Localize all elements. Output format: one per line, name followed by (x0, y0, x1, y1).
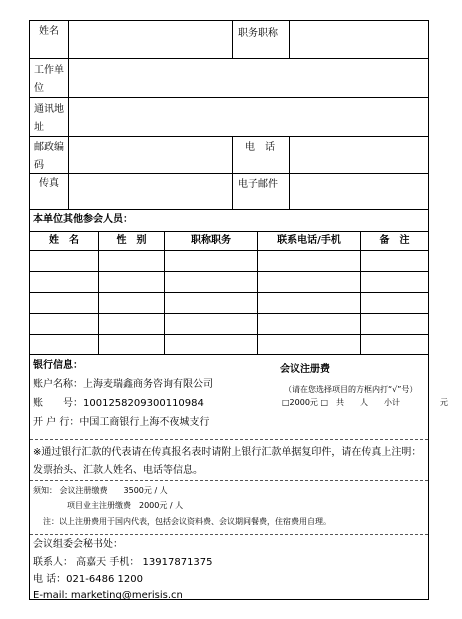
grid-line (30, 173, 428, 174)
fax-field[interactable] (70, 175, 230, 207)
contact-person: 联系人： 高嘉天 手机： 13917871375 (33, 557, 213, 568)
address-label: 通讯地址 (34, 104, 64, 133)
attendee-row[interactable] (30, 335, 428, 354)
name-label: 姓名 (39, 26, 59, 37)
title-field[interactable] (291, 23, 426, 56)
grid-line (30, 354, 428, 355)
remittance-note: ※通过银行汇款的代表请在传真报名表时请附上银行汇款单据复印件，请在传真上注明：发票抬头、汇款人姓名、电话等信息。 (33, 447, 422, 476)
bank-branch: 开 户 行：中国工商银行上海不夜城支行 (33, 417, 210, 428)
fee-heading: 会议注册费 (280, 364, 330, 375)
grid-line (30, 209, 428, 210)
column-header-phone: 联系电话/手机 (277, 235, 341, 246)
column-header-gender: 性 别 (116, 235, 147, 246)
fee-line-owner: 项目业主注册缴费 2000元 / 人 (67, 501, 184, 510)
grid-line (232, 21, 233, 58)
address-field[interactable] (70, 99, 426, 134)
contact-heading: 会议组委会秘书处： (33, 539, 123, 550)
fee-instruction: （请在您选择项目的方框内打“√”号） (284, 385, 418, 394)
company-field[interactable] (70, 60, 426, 95)
attendee-row[interactable] (30, 251, 428, 271)
company-label: 工作单位 (34, 65, 64, 94)
grid-line (30, 136, 428, 137)
column-header-name: 姓 名 (49, 235, 79, 246)
grid-line (30, 58, 428, 59)
fee-line-standard: 须知： 会议注册缴费 3500元 / 人 (33, 486, 168, 495)
fax-label: 传真 (39, 178, 59, 189)
contact-email[interactable]: E-mail: marketing@merisis.cn (33, 590, 183, 601)
fee-note: 注：以上注册费用于国内代表，包括会议资料费、会议期间餐费，住宿费用自理。 (43, 517, 331, 526)
postcode-label: 邮政编码 (34, 142, 64, 171)
phone-field[interactable] (291, 138, 426, 171)
dashed-divider (30, 480, 428, 481)
grid-line (30, 97, 428, 98)
dashed-divider (30, 439, 428, 440)
phone-label: 电 话 (245, 142, 275, 153)
attendee-row[interactable] (30, 293, 428, 313)
email-field[interactable] (291, 175, 426, 207)
registration-form (29, 20, 449, 601)
fee-option[interactable]: □2000元 □ 共 人 小计 元 (282, 398, 449, 407)
dashed-divider (30, 534, 428, 535)
column-header-title: 职称职务 (191, 235, 231, 246)
account-number: 账 号：1001258209300110984 (33, 398, 204, 409)
contact-phone: 电 话：021-6486 1200 (33, 574, 143, 585)
name-field[interactable] (70, 23, 230, 56)
others-header: 本单位其他参会人员： (33, 214, 133, 225)
grid-line (289, 21, 290, 58)
column-header-remarks: 备 注 (379, 235, 410, 246)
grid-line (68, 21, 69, 209)
postcode-field[interactable] (70, 138, 230, 171)
account-name: 账户名称：上海麦瑞鑫商务咨询有限公司 (33, 379, 213, 390)
attendee-row[interactable] (30, 314, 428, 334)
email-label: 电子邮件 (238, 179, 278, 190)
bank-heading: 银行信息： (33, 360, 83, 371)
title-label: 职务职称 (238, 28, 278, 39)
attendee-row[interactable] (30, 272, 428, 292)
